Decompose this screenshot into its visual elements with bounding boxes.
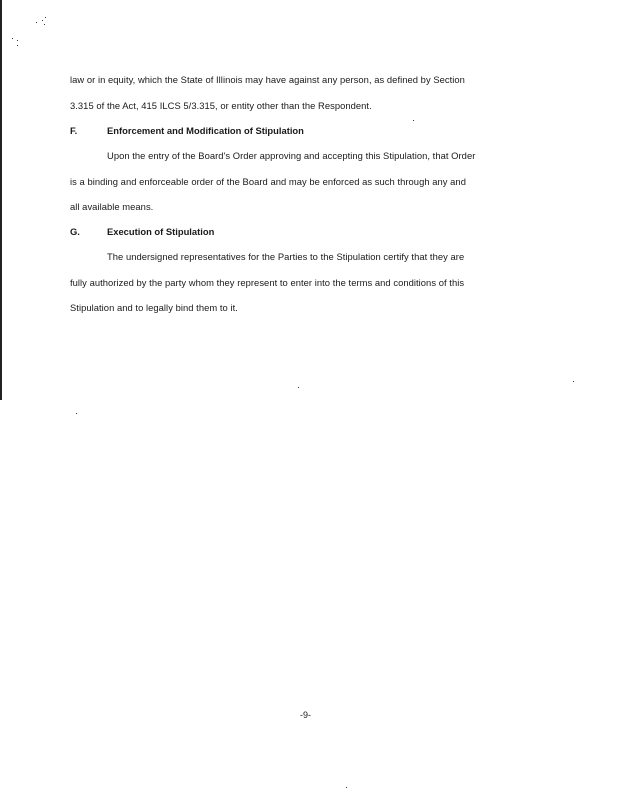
body-text-line: Stipulation and to legally bind them to it. <box>70 302 238 313</box>
scan-speck <box>413 120 414 121</box>
section-g-title: Execution of Stipulation <box>107 226 215 237</box>
scan-speck <box>298 387 299 388</box>
scan-speck <box>12 38 13 39</box>
page-number: -9- <box>300 710 311 720</box>
scan-speck <box>17 40 18 41</box>
section-f-title: Enforcement and Modification of Stipulation <box>107 125 304 136</box>
scan-speck <box>44 24 45 25</box>
section-g-letter: G. <box>70 226 80 237</box>
scan-speck <box>45 17 46 18</box>
body-text-line: 3.315 of the Act, 415 ILCS 5/3.315, or entity other than the Respondent. <box>70 100 372 111</box>
scan-speck <box>76 413 77 414</box>
body-text-line: Upon the entry of the Board's Order approving and accepting this Stipulation, that Order <box>107 150 476 161</box>
scan-edge-rule <box>0 0 2 400</box>
section-f-letter: F. <box>70 125 78 136</box>
scan-speck <box>573 381 574 382</box>
scan-speck <box>17 45 18 46</box>
body-text-line: The undersigned representatives for the Parties to the Stipulation certify that they are <box>107 251 465 262</box>
scan-speck <box>42 20 43 21</box>
scan-speck <box>346 787 347 788</box>
body-text-line: is a binding and enforceable order of the Board and may be enforced as such through any and <box>70 176 466 187</box>
scan-speck <box>36 22 37 23</box>
body-text-line: law or in equity, which the State of Illinois may have against any person, as defined by Section <box>70 74 465 85</box>
body-text-line: all available means. <box>70 201 154 212</box>
body-text-line: fully authorized by the party whom they represent to enter into the terms and conditions of this <box>70 277 465 288</box>
